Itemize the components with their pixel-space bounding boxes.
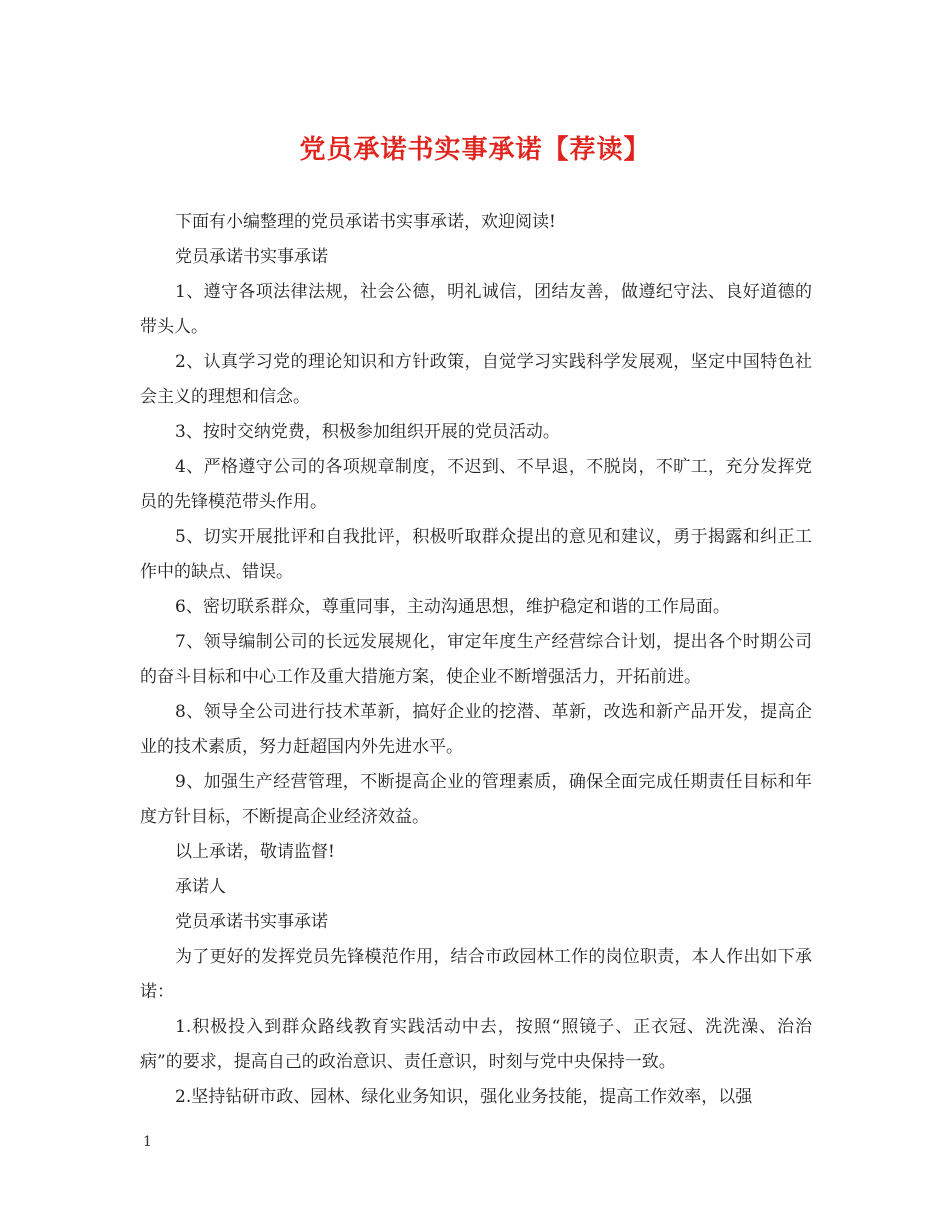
commitment-item-7: 7、领导编制公司的长远发展规化，审定年度生产经营综合计划，提出各个时期公司的奋斗目标和中心工作及重大措施方案，使企业不断增强活力，开拓前进。	[140, 632, 812, 687]
closing-line: 以上承诺，敬请监督!	[175, 842, 335, 862]
section-heading: 党员承诺书实事承诺	[175, 247, 328, 267]
commitment-item-3: 3、按时交纳党费，积极参加组织开展的党员活动。	[175, 422, 560, 442]
commitment-item-5: 5、切实开展批评和自我批评，积极听取群众提出的意见和建议，勇于揭露和纠正工作中的缺点、错误。	[140, 527, 812, 582]
commitment-item-4: 4、严格遵守公司的各项规章制度，不迟到、不早退，不脱岗，不旷工，充分发挥党员的先锋模范带头作用。	[140, 457, 812, 512]
document-body	[140, 205, 812, 1115]
signature-label: 承诺人	[175, 877, 226, 897]
commitment-item-9: 9、加强生产经营管理，不断提高企业的管理素质，确保全面完成任期责任目标和年度方针目标，不断提高企业经济效益。	[140, 772, 812, 827]
commitment-item-8: 8、领导全公司进行技术革新，搞好企业的挖潜、革新，改选和新产品开发，提高企业的技术素质，努力赶超国内外先进水平。	[140, 702, 812, 757]
document-title: 党员承诺书实事承诺【荐读】	[299, 135, 651, 165]
commitment-item-6: 6、密切联系群众，尊重同事，主动沟通思想，维护稳定和谐的工作局面。	[175, 597, 730, 617]
page-number: 1	[143, 1134, 152, 1150]
pledge-item-2: 2.坚持钻研市政、园林、绿化业务知识，强化业务技能，提高工作效率，以强	[175, 1087, 753, 1107]
section-heading-2: 党员承诺书实事承诺	[175, 912, 328, 932]
intro-paragraph: 下面有小编整理的党员承诺书实事承诺，欢迎阅读!	[175, 212, 556, 232]
commitment-item-2: 2、认真学习党的理论知识和方针政策，自觉学习实践科学发展观，坚定中国特色社会主义的理想和信念。	[140, 352, 812, 407]
intro-paragraph-2: 为了更好的发挥党员先锋模范作用，结合市政园林工作的岗位职责，本人作出如下承诺：	[140, 947, 812, 1002]
pledge-item-1: 1.积极投入到群众路线教育实践活动中去，按照“照镜子、正衣冠、洗洗澡、治治病”的要求，提高自己的政治意识、责任意识，时刻与党中央保持一致。	[140, 1017, 812, 1072]
commitment-item-1: 1、遵守各项法律法规，社会公德，明礼诚信，团结友善，做遵纪守法、良好道德的带头人。	[140, 282, 812, 337]
